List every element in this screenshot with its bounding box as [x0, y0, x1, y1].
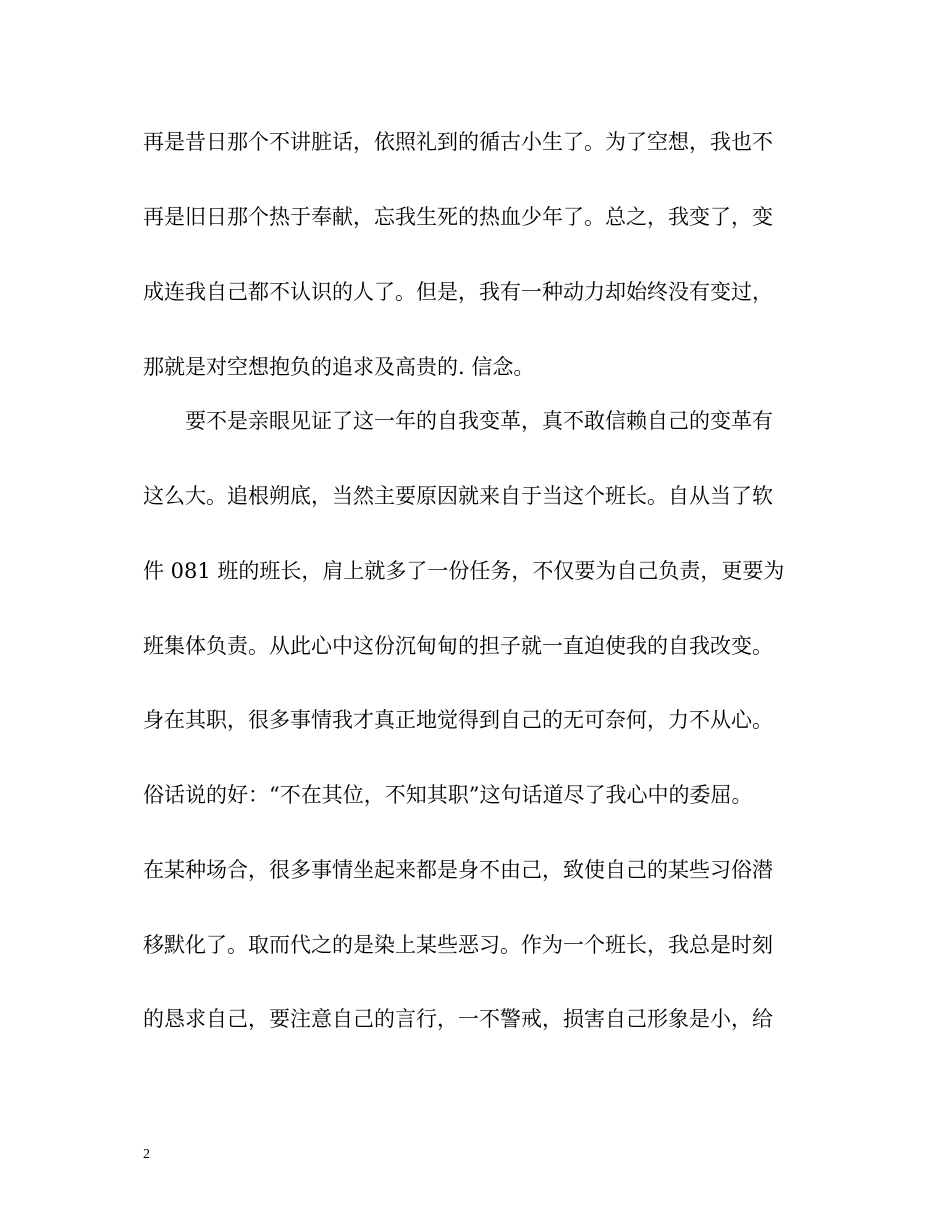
text-line: 的恳求自己，要注意自己的言行，一不警戒，损害自己形象是小，给	[143, 1007, 773, 1031]
text-line: 这么大。追根朔底，当然主要原因就来自于当这个班长。自从当了软	[143, 484, 773, 508]
text-line: 那就是对空想抱负的追求及高贵的. 信念。	[143, 355, 535, 379]
page-number: 2	[143, 1147, 150, 1162]
text-line: 再是昔日那个不讲脏话，依照礼到的循古小生了。为了空想，我也不	[143, 130, 773, 154]
text-line: 移默化了。取而代之的是染上某些恶习。作为一个班长，我总是时刻	[143, 933, 773, 957]
text-line: 在某种场合，很多事情坐起来都是身不由己，致使自己的某些习俗潜	[143, 858, 773, 882]
text-line: 身在其职，很多事情我才真正地觉得到自己的无可奈何，力不从心。	[143, 708, 773, 732]
text-line: 件 081 班的班长，肩上就多了一份任务，不仅要为自己负责，更要为	[143, 559, 785, 583]
text-line: 要不是亲眼见证了这一年的自我变革，真不敢信赖自己的变革有	[143, 409, 773, 433]
text-line: 班集体负责。从此心中这份沉甸甸的担子就一直迫使我的自我改变。	[143, 634, 773, 658]
text-line: 再是旧日那个热于奉献，忘我生死的热血少年了。总之，我变了，变	[143, 205, 773, 229]
text-line: 成连我自己都不认识的人了。但是，我有一种动力却始终没有变过，	[143, 280, 773, 304]
text-line: 俗话说的好：“不在其位，不知其职”这句话道尽了我心中的委屈。	[143, 783, 753, 807]
